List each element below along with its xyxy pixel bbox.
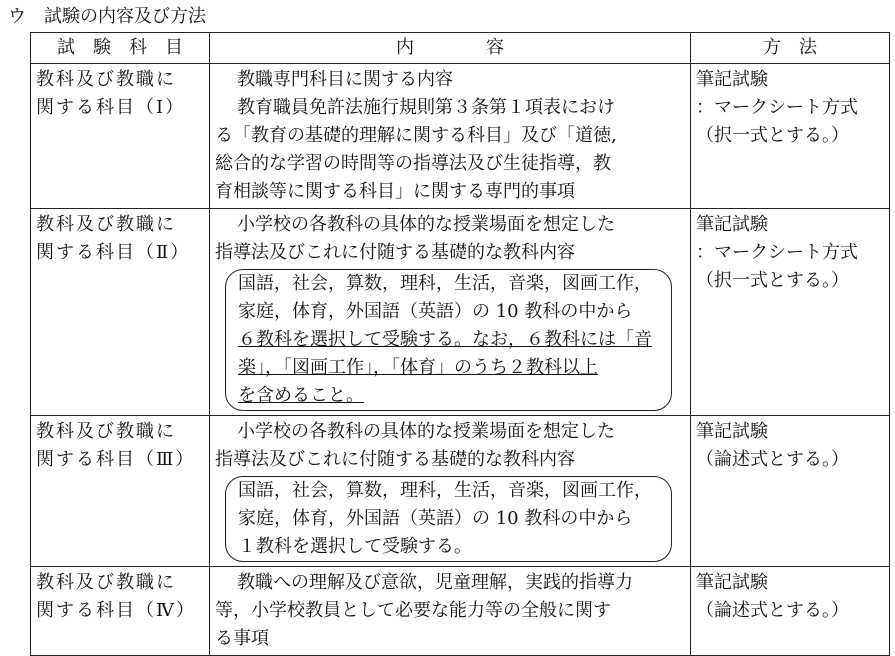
content-line: 等，小学校教員として必要な能力等の全般に関す (215, 600, 611, 621)
content-line: 小学校の各教科の具体的な授業場面を想定した (237, 214, 615, 235)
note-line-underlined: ６教科を選択して受験する。なお，６教科には「音 (238, 329, 652, 350)
method-line: （択一式とする。） (696, 270, 849, 291)
content-line: 教職への理解及び意欲，児童理解，実践的指導力 (237, 572, 633, 593)
method-line: （択一式とする。） (696, 125, 849, 146)
subject-line: 教科及び教職に (36, 421, 176, 442)
note-line: 国語，社会，算数，理科，生活，音楽，図画工作， (238, 480, 652, 501)
header-content: 内 容 (210, 33, 691, 64)
method-line: （論述式とする。） (696, 600, 849, 621)
method-line: 筆記試験 (696, 214, 768, 235)
table-row (31, 416, 890, 567)
content-line: 指導法及びこれに付随する基礎的な教科内容 (215, 242, 575, 263)
content-cell (210, 209, 691, 416)
method-line: ：マークシート方式 (696, 97, 858, 118)
note-line: １教科を選択して受験する。 (238, 536, 472, 557)
table-row (31, 209, 890, 416)
subject-line: 関する科目（Ⅲ） (36, 449, 196, 470)
note-line: 国語，社会，算数，理科，生活，音楽，図画工作， (238, 273, 652, 294)
subject-line: 教科及び教職に (36, 214, 176, 235)
method-line: （論述式とする。） (696, 449, 849, 470)
content-cell (210, 64, 691, 209)
method-cell (691, 416, 890, 567)
content-line: 総合的な学習の時間等の指導法及び生徒指導，教 (215, 153, 611, 174)
method-line: 筆記試験 (696, 69, 768, 90)
table-row (31, 567, 890, 656)
method-cell (691, 209, 890, 416)
subject-cell (31, 567, 210, 656)
note-line-underlined: 楽」，「図画工作」，「体育」のうち２教科以上 (238, 357, 598, 378)
method-cell (691, 567, 890, 656)
subject-line: 教科及び教職に (36, 69, 176, 90)
subject-selection-note (225, 476, 672, 562)
subject-line: 教科及び教職に (36, 572, 176, 593)
content-line: 指導法及びこれに付随する基礎的な教科内容 (215, 449, 575, 470)
note-line-underlined: を含めること。 (238, 385, 364, 406)
content-line: る「教育の基礎的理解に関する科目」及び「道徳, (215, 125, 617, 146)
method-cell (691, 64, 890, 209)
method-line: 筆記試験 (696, 572, 768, 593)
subject-cell (31, 64, 210, 209)
content-cell (210, 567, 691, 656)
subject-line: 関する科目（Ⅳ） (36, 600, 196, 621)
subject-cell (31, 209, 210, 416)
table-row (31, 64, 890, 209)
method-line: ：マークシート方式 (696, 242, 858, 263)
content-line: 育相談等に関する科目」に関する専門的事項 (215, 181, 575, 202)
method-line: 筆記試験 (696, 421, 768, 442)
header-method: 方 法 (691, 33, 890, 64)
section-heading: ウ 試験の内容及び方法 (8, 6, 206, 27)
note-line: 家庭，体育，外国語（英語）の 10 教科の中から (238, 508, 633, 529)
subject-selection-note (225, 269, 672, 411)
content-line: る事項 (215, 628, 269, 649)
exam-content-table (30, 32, 890, 656)
subject-cell (31, 416, 210, 567)
content-line: 教職専門科目に関する内容 (237, 69, 453, 90)
note-line: 家庭，体育，外国語（英語）の 10 教科の中から (238, 301, 633, 322)
content-line: 教育職員免許法施行規則第３条第１項表におけ (237, 97, 615, 118)
table-header-row (31, 33, 890, 64)
content-line: 小学校の各教科の具体的な授業場面を想定した (237, 421, 615, 442)
subject-line: 関する科目（Ⅰ） (36, 97, 186, 118)
subject-line: 関する科目（Ⅱ） (36, 242, 191, 263)
header-subject: 試 験 科 目 (31, 33, 210, 64)
content-cell (210, 416, 691, 567)
